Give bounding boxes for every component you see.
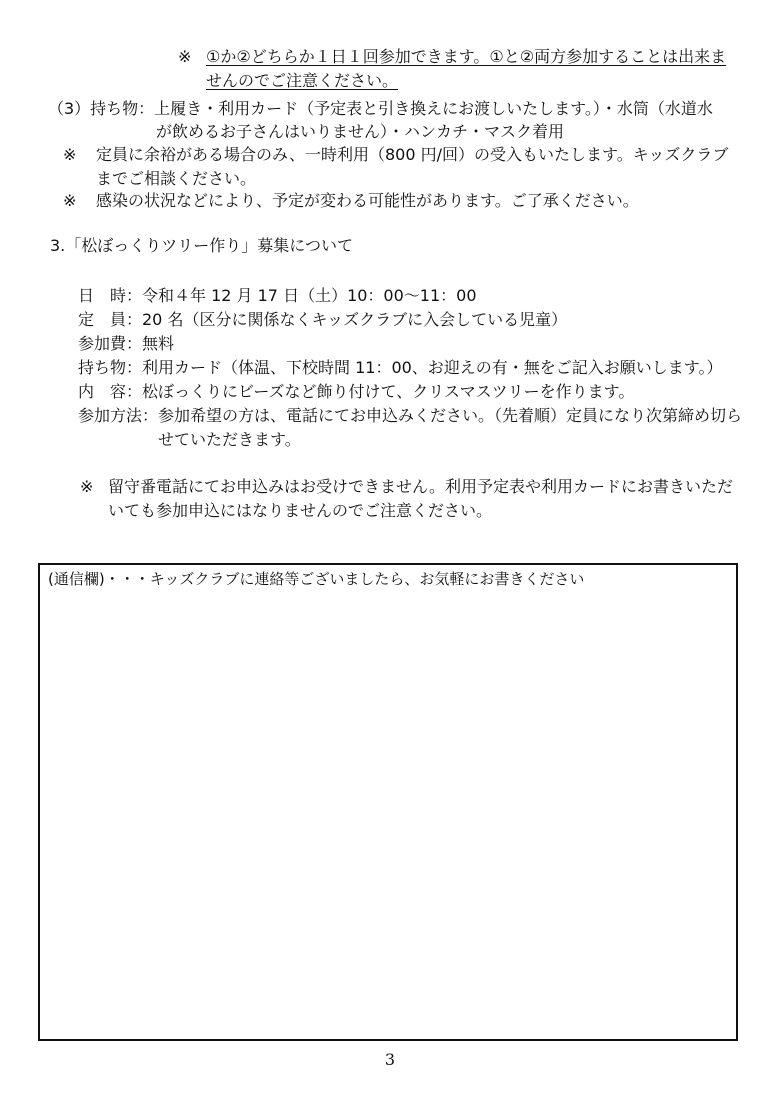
- note-schedule-change: 感染の状況などにより、予定が変わる可能性があります。ご了承ください。: [96, 191, 639, 210]
- section3-method-line2: せていただきます。: [158, 430, 301, 449]
- notice-top-line1: ①か②どちらか１日１回参加できます。①と②両方参加することは出来ま: [206, 47, 727, 66]
- note-temp-use-line1: 定員に余裕がある場合のみ、一時利用（800 円/回）の受入もいたします。キッズクラブ: [96, 145, 729, 164]
- note-mark: ※: [63, 191, 77, 210]
- note-temp-use-line2: までご相談ください。: [96, 169, 257, 188]
- belongings-line1: （3）持ち物：上履き・利用カード（予定表と引き換えにお渡しいたします。）・水筒（水道水: [48, 99, 713, 118]
- section3-items: 持ち物：利用カード（体温、下校時間 11：00、お迎えの有・無をご記入お願いします。）: [78, 358, 723, 377]
- notice-mark: ※: [178, 47, 192, 66]
- section3-content: 内 容：松ぼっくりにビーズなど飾り付けて、クリスマスツリーを作ります。: [78, 382, 635, 401]
- section3-heading: 3.「松ぼっくりツリー作り」募集について: [50, 236, 353, 255]
- notice-bottom-line2: いても参加申込にはなりませんのでご注意ください。: [108, 501, 493, 520]
- note-mark: ※: [63, 145, 77, 164]
- belongings-line2: が飲めるお子さんはいりません）・ハンカチ・マスク着用: [156, 122, 565, 141]
- section3-method-line1: 参加方法：参加希望の方は、電話にてお申込みください。（先着順）定員になり次第締め切ら: [78, 406, 743, 425]
- section3-fee: 参加費：無料: [78, 334, 175, 353]
- communication-box-label: (通信欄)・・・キッズクラブに連絡等ございましたら、お気軽にお書きください: [48, 570, 585, 588]
- notice-bottom-mark: ※: [80, 477, 94, 496]
- section3-capacity: 定 員：20 名（区分に関係なくキッズクラブに入会している児童）: [78, 310, 568, 329]
- communication-box[interactable]: [38, 563, 738, 1041]
- section3-date: 日 時：令和４年 12 月 17 日（土）10：00～11：00: [78, 286, 477, 305]
- page-number: 3: [384, 1050, 396, 1069]
- notice-bottom-line1: 留守番電話にてお申込みはお受けできません。利用予定表や利用カードにお書きいただ: [108, 477, 733, 496]
- notice-top-line2: せんのでご注意ください。: [206, 71, 399, 90]
